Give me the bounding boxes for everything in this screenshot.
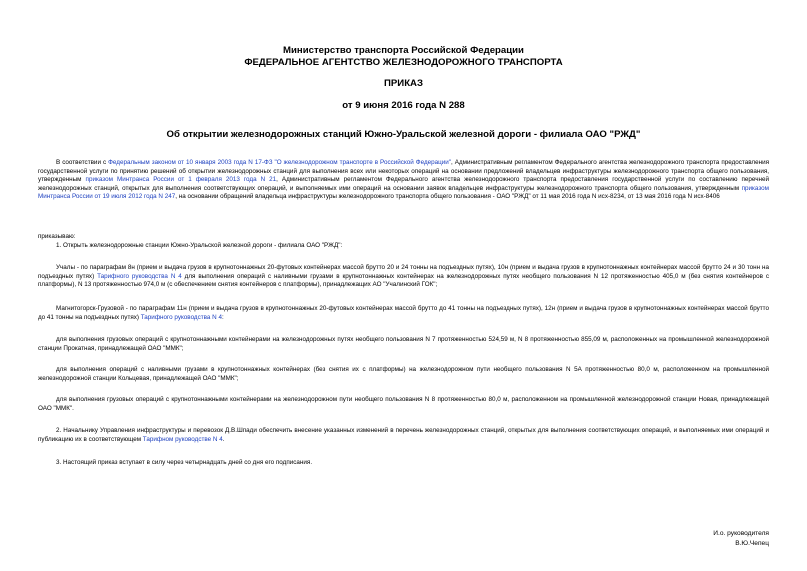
operation-paragraph-1: для выполнения грузовых операций с крупнотоннажными контейнерами на железнодорожных путях необщего пользования N 7 протяженностью 524,59 м, N 8 протяженностью 855,09 м, расположенных на промышленной железнодорожной станции Прокатная, принадлежащей ОАО "ММК"; xyxy=(38,336,769,352)
magnitogorsk-paragraph xyxy=(38,305,769,322)
tariff-guide-link[interactable]: Тарифного руководства N 4 xyxy=(97,272,182,280)
preamble-text-2: , Административным регламентом Федерального агентства железнодорожного транспорта предоставления государственной услуги по принятию решений об открытии железнодорожных станций для выполнения всех или некоторых операций на основании предложений владельцев инфраструктуры железнодорожного транспорта общего пользования, утвержденным xyxy=(38,159,770,184)
tariff-guide-link[interactable]: Тарифном руководстве N 4 xyxy=(142,435,223,443)
order-date-number: от 9 июня 2016 года N 288 xyxy=(342,100,465,111)
operation-paragraph-2: для выполнения операций с наливными грузами в крупнотоннажных контейнерах (без снятия их с платформы) на железнодорожном пути необщего пользования N 5А протяженностью 80,0 м, расположенном на промышленной железнодорожной станции Кольцевая, принадлежащей ОАО "ММК"; xyxy=(38,366,769,382)
item-2 xyxy=(38,427,769,444)
operation-paragraph-3: для выполнения грузовых операций с крупнотоннажными контейнерами на железнодорожном пути необщего пользования N 8 протяженностью 80,0 м, расположенном на промышленной железнодорожной станции Новая, принадлежащей ОАО "ММК". xyxy=(38,396,769,412)
item-2-text-1: 2. Начальнику Управления инфраструктуры и перевозок Д.В.Шпади обеспечить внесение указанных изменений в перечень железнодорожных станций, открытых для выполнения соответствующих операций, и выполняемых ими операций и публикацию их в соответствующем xyxy=(38,427,769,443)
preamble-text-4: , на основании обращений владельца инфраструктуры железнодорожного транспорта общего пользования - ОАО "РЖД" от 11 мая 2016 года N исх-8234, от 13 мая 2016 года N исх-8406 xyxy=(175,193,720,201)
tariff-guide-link[interactable]: Тарифного руководства N 4 xyxy=(140,313,222,321)
agency-heading: ФЕДЕРАЛЬНОЕ АГЕНТСТВО ЖЕЛЕЗНОДОРОЖНОГО ТРАНСПОРТА xyxy=(244,57,563,68)
uchaly-text-1: Учалы - по параграфам 8н (прием и выдача грузов в крупнотоннажных 20-футовых контейнерах массой брутто 20 и 24 тонны на подъездных путях), 10н (прием и выдача грузов в крупнотоннажных контейнерах массой брутто 24 и 30 тонн на подъездных путях) xyxy=(38,264,769,280)
doc-type-heading: ПРИКАЗ xyxy=(384,78,423,89)
federal-law-link[interactable]: Федеральным законом от 10 января 2003 года N 17-ФЗ "О железнодорожном транспорте в Российской Федерации" xyxy=(108,159,452,166)
magnitogorsk-text-1: Магнитогорск-Грузовой - по параграфам 11н (прием и выдача грузов в крупнотоннажных 20-футовых контейнерах массой брутто до 41 тонны на подъездных путях), 12н (прием и выдача грузов в крупнотоннажных контейнерах массой брутто до 41 тонны на подъездных путях) xyxy=(38,305,769,321)
ministry-heading: Министерство транспорта Российской Федерации xyxy=(283,45,524,56)
magnitogorsk-text-2: : xyxy=(221,313,224,321)
signature-name: В.Ю.Чепец xyxy=(735,540,769,547)
preamble-text-3: , Административным регламентом Федерального агентства железнодорожного транспорта предоставления государственной услуги по составлению перечней железнодорожных станций, открытых для выполнения соответствующих операций, и выполняемых ими операций на основании заявок владельцев инфраструктуры железнодорожного транспорта общего пользования, утвержденным xyxy=(38,176,769,192)
preamble-text-1: В соответствии с xyxy=(56,159,109,166)
item-3: 3. Настоящий приказ вступает в силу через четырнадцать дней со дня его подписания. xyxy=(56,459,313,466)
item-2-text-2: . xyxy=(222,435,225,443)
order-title: Об открытии железнодорожных станций Южно-Уральской железной дороги - филиала ОАО "РЖД" xyxy=(166,129,641,140)
order-word: приказываю: xyxy=(38,233,76,240)
preamble-paragraph xyxy=(38,159,769,202)
order-21-link[interactable]: приказом Минтранса России от 1 февраля 2013 года N 21 xyxy=(85,176,277,184)
item-1: 1. Открыть железнодорожные станции Южно-Уральской железной дороги - филиала ОАО "РЖД": xyxy=(56,242,343,249)
uchaly-text-2: для выполнения операций с наливными грузами в крупнотоннажных контейнерах на железнодорожных путях необщего пользования N 12 протяженностью 405,0 м (без снятия контейнеров с платформы), N 13 протяженностью 974,0 м (с обеспечением снятия контейнеров с платформы), принадлежащих АО "Учалинский ГОК"; xyxy=(38,272,770,289)
order-247-link[interactable]: приказом Минтранса России от 19 июля 2012 года N 247 xyxy=(38,184,769,201)
signature-role: И.о. руководителя xyxy=(713,530,769,537)
uchaly-paragraph xyxy=(38,264,769,290)
